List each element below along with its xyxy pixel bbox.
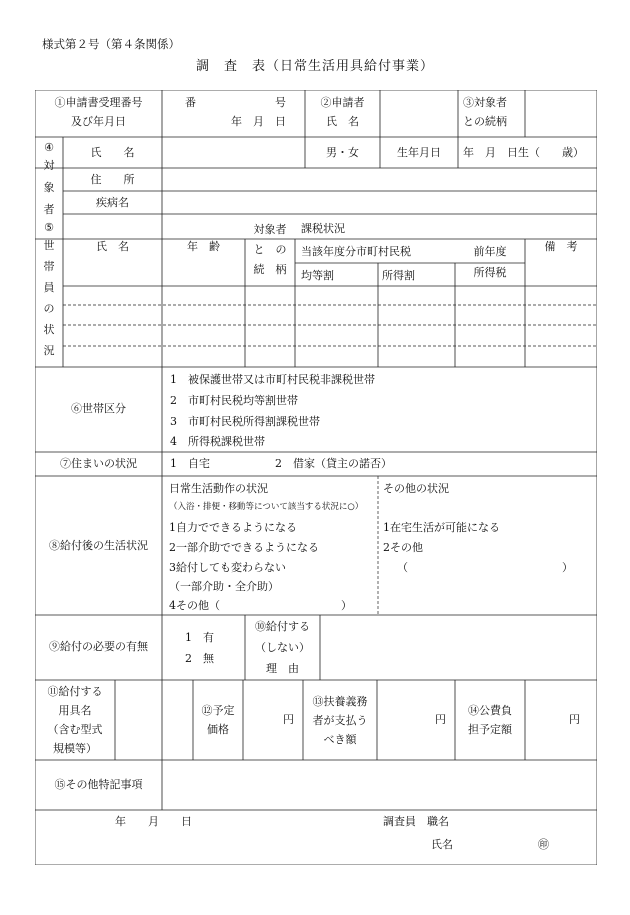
seal-mark: ㊞ (538, 838, 549, 851)
investigator-name: 氏名 (431, 838, 453, 851)
number-label: 番 (185, 96, 196, 109)
relation-label: ③対象者 (463, 96, 507, 109)
investigator-title: 調査員 職名 (383, 815, 449, 828)
public-label-2: 担予定額 (468, 723, 512, 736)
equipment-name-1: ⑪給付する (47, 685, 103, 698)
housing-rent: 2 借家（貸主の諾否） (275, 457, 392, 470)
target-side-1: 対 (43, 159, 55, 172)
support-label-3: べき額 (323, 733, 357, 746)
equal-levy-label: 均等割 (301, 269, 334, 282)
category-item-2: 2 市町村民税均等割世帯 (170, 394, 298, 407)
household-side-1: 世 (43, 239, 55, 252)
household-relation-1: 対象者 (253, 223, 287, 236)
housing-label: ⑦住まいの状況 (60, 457, 137, 470)
daily-title: 日常生活動作の状況 (169, 482, 268, 495)
other-title: その他の状況 (383, 482, 449, 495)
daily-item-2: 2一部介助でできるようになる (169, 541, 319, 554)
category-label: ⑥世帯区分 (71, 402, 126, 415)
necessity-no: 2 無 (185, 652, 214, 665)
equipment-name-3: （含む型式 (47, 723, 103, 736)
other-item-1: 1在宅生活が可能になる (383, 521, 500, 534)
survey-form (35, 90, 597, 865)
other-item-2-fill: （ ） (397, 561, 573, 574)
household-mark: ⑤ (44, 221, 54, 234)
reason-label-3: 理 由 (266, 662, 299, 675)
applicant-label: ②申請者 (320, 96, 365, 109)
city-tax-label: 当該年度分市町村民税 (301, 245, 411, 258)
page-title: 調 査 表（日常生活用具給付事業） (195, 59, 434, 74)
form-number: 様式第２号（第４条関係） (42, 37, 180, 51)
public-yen: 円 (569, 713, 580, 726)
prev-year-label: 前年度 (473, 245, 507, 258)
target-name-label: 氏 名 (90, 146, 135, 159)
applicant-name-label: 氏 名 (326, 115, 359, 128)
reason-label-1: ⑩給付する (255, 620, 310, 633)
household-relation-3: 続 柄 (253, 263, 287, 276)
support-label-1: ⑬扶養義務 (312, 695, 368, 708)
price-label-2: 価格 (207, 723, 229, 736)
after-label: ⑧給付後の生活状況 (49, 539, 148, 552)
household-side-5: 状 (43, 323, 55, 336)
household-name-label: 氏 名 (96, 240, 129, 253)
price-yen: 円 (283, 713, 294, 726)
address-label: 住 所 (90, 173, 135, 186)
category-item-3: 3 市町村民税所得割課税世帯 (170, 415, 320, 428)
household-side-4: の (43, 302, 55, 315)
household-age-label: 年 齢 (187, 240, 220, 253)
birth-label: 生年月日 (397, 146, 441, 159)
daily-item-1: 1自力でできるようになる (169, 521, 297, 534)
receipt-label-2: 及び年月日 (71, 115, 126, 128)
special-label: ⑮その他特記事項 (54, 778, 143, 791)
necessity-yes: 1 有 (185, 631, 214, 644)
public-label-1: ⑭公費負 (468, 704, 512, 717)
household-side-6: 況 (43, 344, 55, 357)
daily-item-4: 4その他（ ） (169, 599, 352, 612)
other-item-2: 2その他 (383, 541, 423, 554)
remarks-label: 備 考 (544, 240, 578, 253)
disease-label: 疾病名 (96, 196, 129, 209)
prev-income-tax-label: 所得税 (473, 266, 507, 279)
tax-status-label: 課税状況 (301, 222, 345, 235)
receipt-label-1: ①申請書受理番号 (54, 96, 143, 109)
number-suffix: 号 (275, 96, 286, 109)
housing-own: 1 自宅 (170, 457, 210, 470)
target-side-2: 象 (43, 181, 55, 194)
category-item-1: 1 被保護世帯又は市町村民税非課税世帯 (170, 373, 375, 386)
household-side-2: 帯 (43, 260, 55, 273)
income-levy-label: 所得割 (382, 269, 415, 282)
category-item-4: 4 所得税課税世帯 (170, 435, 265, 448)
birth-fill: 年 月 日生（ 歳） (463, 146, 584, 159)
sex-label: 男・女 (326, 146, 359, 159)
receipt-date: 年 月 日 (231, 115, 286, 128)
household-relation-2: と の (253, 243, 287, 256)
household-side-3: 員 (43, 281, 55, 294)
support-label-2: 者が支払う (312, 714, 368, 727)
daily-item-3: 3給付しても変わらない (169, 561, 286, 574)
target-mark: ④ (44, 141, 54, 154)
equipment-name-4: 規模等） (53, 742, 97, 755)
footer-date: 年 月 日 (115, 815, 192, 828)
target-side-3: 者 (43, 203, 55, 216)
support-yen: 円 (435, 713, 446, 726)
necessity-label: ⑨給付の必要の有無 (49, 640, 148, 653)
reason-label-2: （しない） (255, 641, 310, 654)
daily-item-3-note: （一部介助・全介助） (169, 580, 279, 593)
relation-label-2: との続柄 (463, 115, 507, 128)
price-label-1: ⑫予定 (201, 704, 235, 717)
equipment-name-2: 用具名 (58, 704, 92, 717)
daily-note: （入浴・排便・移動等について該当する状況に○） (169, 502, 364, 512)
